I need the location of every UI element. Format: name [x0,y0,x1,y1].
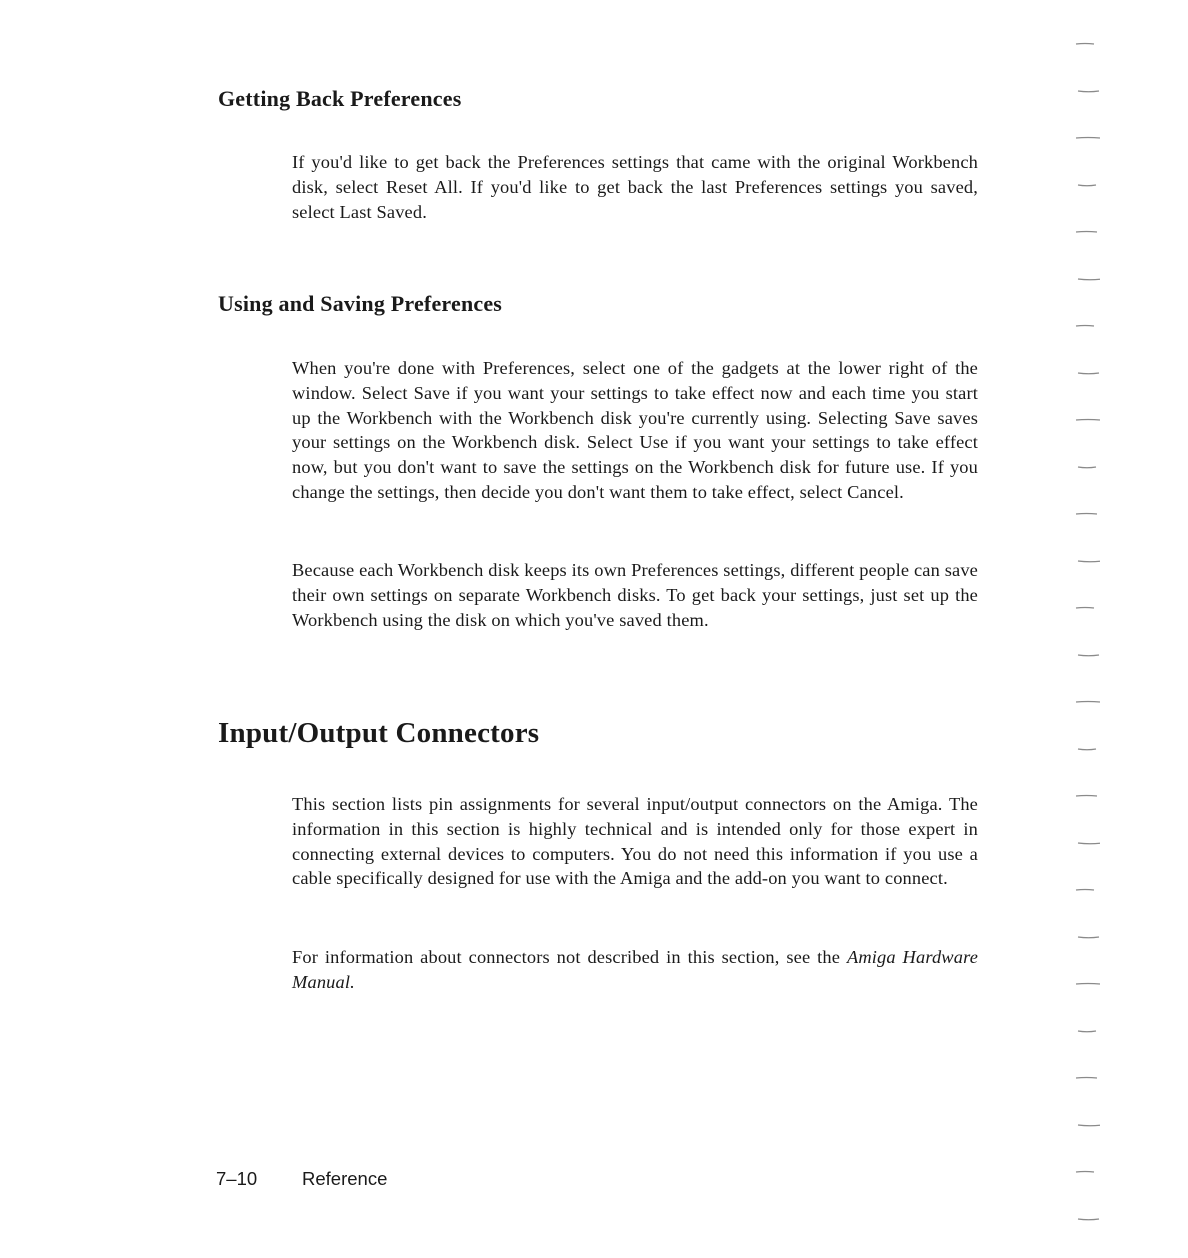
paragraph-io-2-text: For information about connectors not described in this section, see the [292,947,841,967]
edge-mark [1076,890,1094,891]
paragraph-io-1: This section lists pin assignments for several input/output connectors on the Amiga. The information in this section is highly technical and is intended only for those expert in connecting external devices to computers. You do not need this information if you use a cable specifically designed for use with the Amiga and the add-on you want to connect. [292,794,978,889]
edge-mark [1076,1078,1097,1079]
page-number: 7–10 [216,1168,258,1189]
edge-mark [1078,937,1099,938]
edge-mark [1078,1031,1096,1032]
edge-mark [1076,232,1097,233]
edge-mark [1078,467,1096,468]
edge-mark [1076,44,1094,45]
edge-mark [1076,702,1100,703]
edge-mark [1078,843,1100,844]
footer-section-name: Reference [302,1168,388,1189]
edge-mark [1078,279,1100,280]
heading-using-saving-preferences: Using and Saving Preferences [218,291,503,316]
edge-mark [1078,1125,1100,1126]
paragraph-using-saving-1: When you're done with Preferences, select one of the gadgets at the lower right of the window. Select Save if you want your settings to take effect now and each time you start up the Workbench with the Workbench disk you're currently using. Selecting Save saves your settings on the Workbench disk. Select Use if you want your settings to take effect now, but you don't want to save the settings on the Workbench disk for future use. If you change the settings, then decide you don't want them to take effect, select Cancel. [292,358,978,502]
citation-amiga-hardware-manual: Amiga Hardware Manual. [292,947,979,992]
paragraph-io-2 [292,945,978,995]
edge-mark [1078,373,1099,374]
edge-mark [1076,608,1094,609]
edge-mark [1078,655,1099,656]
edge-mark [1078,749,1096,750]
edge-mark [1078,185,1096,186]
edge-mark [1076,984,1100,985]
edge-mark [1076,514,1097,515]
edge-mark [1076,1172,1094,1173]
edge-mark [1076,796,1097,797]
heading-input-output-connectors: Input/Output Connectors [218,717,540,749]
binding-edge-marks [1070,0,1100,1258]
edge-mark [1076,326,1094,327]
paragraph-getting-back: If you'd like to get back the Preferences settings that came with the original Workbench disk, select Reset All. If you'd like to get back the last Preferences settings you saved, select Last Saved. [292,152,978,222]
edge-mark [1078,91,1099,92]
page-footer [216,1168,387,1190]
edge-mark [1078,561,1100,562]
edge-mark [1078,1219,1099,1220]
edge-mark [1076,420,1100,421]
paragraph-using-saving-2: Because each Workbench disk keeps its own Preferences settings, different people can save their own settings on separate Workbench disks. To get back your settings, just set up the Workbench using the disk on which you've saved them. [292,560,978,630]
edge-mark [1076,138,1100,139]
heading-getting-back-preferences: Getting Back Preferences [218,86,462,111]
